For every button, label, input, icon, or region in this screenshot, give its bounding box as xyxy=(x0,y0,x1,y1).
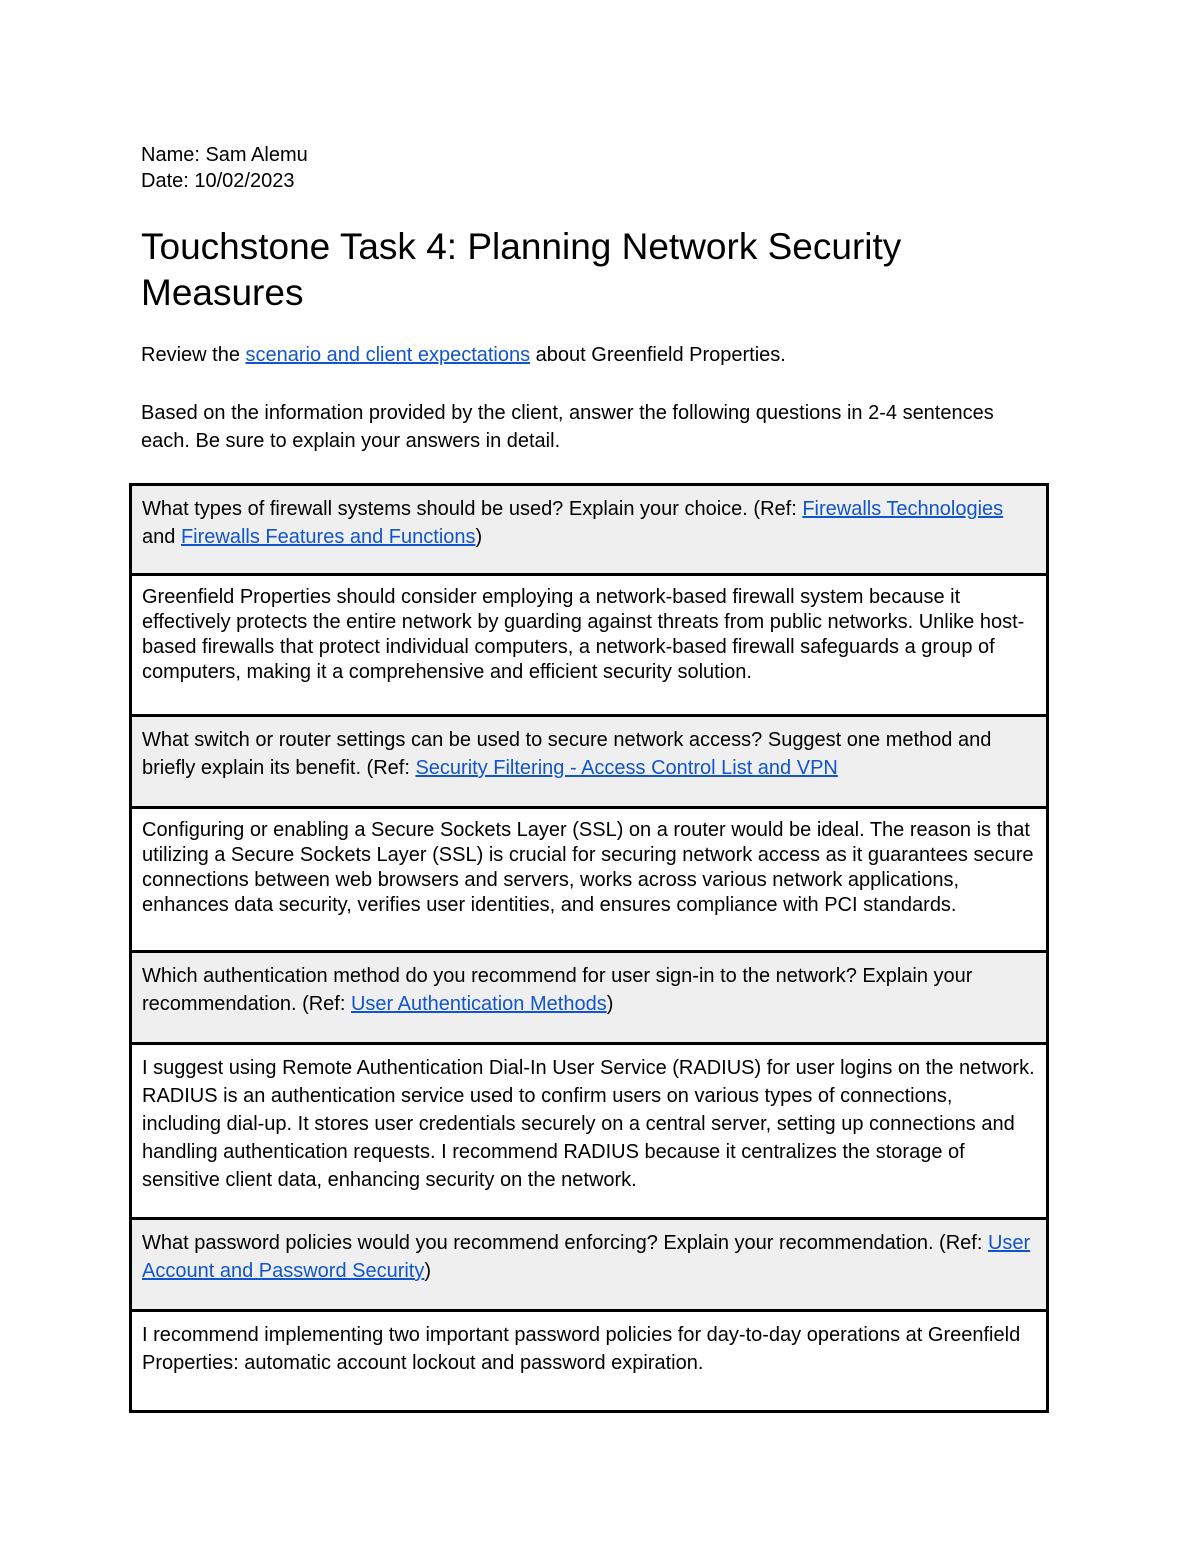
answer-cell: Greenfield Properties should consider employing a network-based firewall system because it effectively protects the entire network by guarding against threats from public networks. Unlike host-based firewalls that protect individual computers, a network-based firewall safeguards a group of computers, making it a comprehensive and efficient security solution. xyxy=(131,575,1048,716)
question-suffix: ) xyxy=(606,993,614,1015)
firewalls-features-link[interactable]: Firewalls Features and Functions xyxy=(180,526,476,548)
review-paragraph xyxy=(141,341,1041,369)
name-line: Name: Sam Alemu xyxy=(141,144,308,166)
answer-cell: Configuring or enabling a Secure Sockets Layer (SSL) on a router would be ideal. The reason is that utilizing a Secure Sockets Layer (SSL) is crucial for securing network access as it guarantees secure connections between web browsers and servers, works across various network applications, enhances data security, verifies user identities, and ensures compliance with PCI standards. xyxy=(131,808,1048,952)
question-text: What password policies would you recommend enforcing? Explain your recommendation. (Ref: xyxy=(142,1232,988,1254)
question-cell xyxy=(131,952,1048,1044)
scenario-link[interactable]: scenario and client expectations xyxy=(245,344,531,366)
question-cell xyxy=(131,485,1048,575)
document-title: Touchstone Task 4: Planning Network Security Measures xyxy=(141,226,902,313)
password-security-link[interactable]: User Account and Password Security xyxy=(142,1232,1031,1282)
intro-section xyxy=(141,341,1041,455)
instructions-paragraph: Based on the information provided by the client, answer the following questions in 2-4 sentences each. Be sure to explain your answers in detail. xyxy=(141,402,994,452)
answer-cell: I suggest using Remote Authentication Dial-In User Service (RADIUS) for user logins on the network. RADIUS is an authentication service used to confirm users on various types of connections, including dial-up. It stores user credentials securely on a central server, setting up connections and handling authentication requests. I recommend RADIUS because it centralizes the storage of sensitive client data, enhancing security on the network. xyxy=(131,1044,1048,1219)
qa-table xyxy=(129,483,1049,1413)
review-suffix: about Greenfield Properties. xyxy=(530,344,786,366)
question-joiner: and xyxy=(142,526,181,548)
answer-row xyxy=(131,575,1048,716)
firewalls-technologies-link[interactable]: Firewalls Technologies xyxy=(802,498,1004,520)
question-suffix: ) xyxy=(424,1260,432,1282)
question-row xyxy=(131,485,1048,575)
question-text: Which authentication method do you recommend for user sign-in to the network? Explain your recommendation. (Ref: xyxy=(142,965,973,1015)
security-filtering-link[interactable]: Security Filtering - Access Control List and VPN xyxy=(415,757,838,779)
date-line: Date: 10/02/2023 xyxy=(141,170,295,192)
question-text: What types of firewall systems should be used? Explain your choice. (Ref: xyxy=(142,498,803,520)
question-row xyxy=(131,716,1048,808)
question-row xyxy=(131,952,1048,1044)
answer-row xyxy=(131,808,1048,952)
review-prefix: Review the xyxy=(141,344,246,366)
answer-row xyxy=(131,1044,1048,1219)
question-cell xyxy=(131,716,1048,808)
user-authentication-link[interactable]: User Authentication Methods xyxy=(350,993,607,1015)
question-text: What switch or router settings can be used to secure network access? Suggest one method and briefly explain its benefit. (Ref: xyxy=(142,729,992,779)
question-cell xyxy=(131,1219,1048,1311)
student-info xyxy=(141,142,308,194)
answer-cell: I recommend implementing two important password policies for day-to-day operations at Greenfield Properties: automatic account lockout and password expiration. xyxy=(131,1311,1048,1412)
question-row xyxy=(131,1219,1048,1311)
question-suffix: ) xyxy=(475,526,483,548)
answer-row xyxy=(131,1311,1048,1412)
